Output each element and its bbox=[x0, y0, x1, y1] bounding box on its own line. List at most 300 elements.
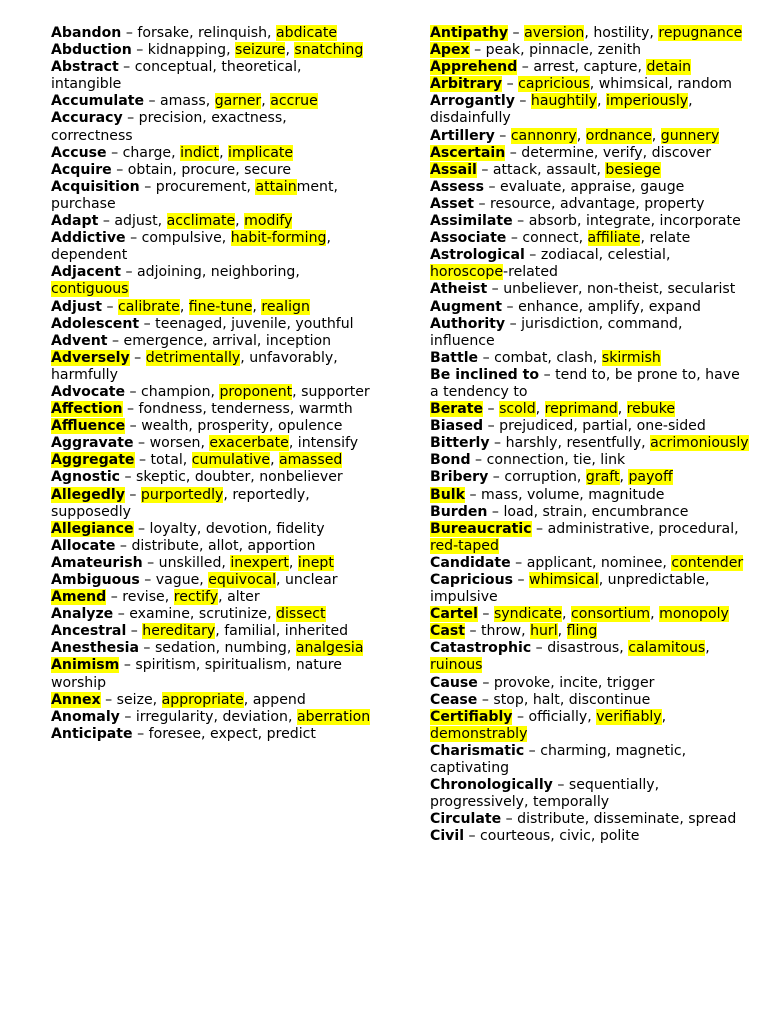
vocab-entry: Ambiguous – vague, equivocal, unclear bbox=[51, 572, 338, 588]
synonym: be prone to bbox=[614, 366, 697, 383]
vocab-term: Associate bbox=[430, 230, 507, 247]
term-separator: – bbox=[464, 828, 481, 845]
vocab-entry: Bitterly – harshly, resentfully, acrimoniously bbox=[430, 435, 749, 452]
synonym: inception bbox=[265, 332, 332, 349]
synonym: peak bbox=[485, 42, 521, 59]
synonym: purportedly bbox=[140, 486, 224, 503]
synonym: emergence bbox=[123, 332, 204, 349]
synonym: intangible bbox=[51, 76, 122, 93]
term-separator: – bbox=[464, 486, 481, 503]
vocab-term: Anomaly bbox=[51, 708, 120, 725]
vocabulary-column-left bbox=[51, 25, 371, 743]
vocab-entry: Candidate – applicant, nominee, contender bbox=[430, 554, 744, 571]
term-separator: – bbox=[552, 777, 569, 794]
synonym: fling bbox=[566, 623, 598, 640]
term-separator: – bbox=[478, 349, 495, 366]
vocab-entry: Abduction – kidnapping, seizure, snatching bbox=[51, 42, 364, 59]
synonym: administrative bbox=[547, 520, 650, 537]
synonym: champion bbox=[141, 383, 211, 400]
term-separator: – bbox=[107, 332, 124, 349]
synonym: total bbox=[150, 452, 183, 469]
synonym: capricious bbox=[518, 76, 590, 93]
synonym: incorporate bbox=[659, 213, 741, 230]
synonym: magnetic bbox=[615, 742, 682, 759]
term-separator: – bbox=[539, 366, 556, 383]
synonym: correctness bbox=[51, 127, 133, 144]
vocab-term: Annex bbox=[51, 691, 101, 708]
synonym: demonstrably bbox=[430, 725, 528, 742]
vocab-term: Allocate bbox=[51, 537, 116, 554]
synonym: relate bbox=[649, 230, 691, 247]
synonym: procurement bbox=[155, 178, 247, 195]
synonym: inexpert bbox=[230, 554, 289, 571]
term-separator: – bbox=[132, 725, 149, 742]
synonym: zodiacal bbox=[540, 247, 599, 264]
synonym: syndicate bbox=[493, 606, 563, 623]
vocab-term: Advent bbox=[51, 332, 108, 349]
synonym: analgesia bbox=[295, 640, 364, 657]
term-separator: – bbox=[505, 315, 522, 332]
synonym: disseminate bbox=[593, 811, 680, 828]
synonym: sequentially bbox=[568, 777, 655, 794]
synonym: absorb bbox=[528, 213, 577, 230]
term-separator: – bbox=[531, 520, 548, 537]
synonym: expect bbox=[210, 725, 258, 742]
vocab-entry: Advocate – champion, proponent, supporter bbox=[51, 383, 370, 400]
term-separator: – bbox=[113, 606, 130, 623]
vocab-term: Arrogantly bbox=[430, 93, 515, 110]
vocab-entry: Battle – combat, clash, skirmish bbox=[430, 349, 661, 366]
vocab-entry: Adapt – adjust, acclimate, modify bbox=[51, 213, 293, 230]
vocab-entry: Allocate – distribute, allot, apportion bbox=[51, 537, 316, 554]
term-separator: – bbox=[124, 486, 141, 503]
vocab-entry: Circulate – distribute, disseminate, spread bbox=[430, 811, 737, 828]
vocab-entry: Adolescent – teenaged, juvenile, youthful bbox=[51, 315, 354, 332]
vocab-term: Cast bbox=[430, 623, 465, 640]
synonym: impulsive bbox=[430, 589, 498, 606]
vocab-entry: Antipathy – aversion, hostility, repugnance bbox=[430, 25, 743, 41]
vocab-entry: Arbitrary – capricious, whimsical, random bbox=[430, 76, 733, 93]
synonym: have a tendency to bbox=[430, 366, 740, 400]
vocab-term: Analyze bbox=[51, 606, 114, 623]
vocab-entry: Apprehend – arrest, capture, detain bbox=[430, 59, 692, 76]
synonym: spread bbox=[688, 811, 737, 828]
synonym: exacerbate bbox=[209, 435, 289, 452]
synonym: resource bbox=[490, 195, 551, 212]
vocab-entry: Artillery – cannonry, ordnance, gunnery bbox=[430, 127, 720, 144]
synonym: aversion bbox=[524, 25, 585, 41]
term-separator: – bbox=[477, 674, 494, 691]
synonym: link bbox=[600, 452, 626, 469]
synonym: adjoining bbox=[137, 264, 202, 281]
synonym: discover bbox=[651, 144, 712, 161]
synonym: accrue bbox=[270, 93, 318, 110]
synonym: snatching bbox=[294, 42, 364, 59]
vocab-entry: Astrological – zodiacal, celestial, horoscope-related bbox=[430, 247, 671, 281]
synonym: discontinue bbox=[568, 691, 651, 708]
term-separator: – bbox=[133, 435, 150, 452]
term-separator: – bbox=[122, 110, 139, 127]
vocab-term: Cause bbox=[430, 674, 478, 691]
vocab-entry: Atheist – unbeliever, non-theist, secularist bbox=[430, 281, 736, 298]
vocab-entry: Cast – throw, hurl, fling bbox=[430, 623, 598, 640]
synonym: rectify bbox=[173, 589, 219, 606]
synonym: monopoly bbox=[659, 606, 729, 623]
synonym: warmth bbox=[298, 401, 353, 418]
vocab-term: Assimilate bbox=[430, 213, 513, 230]
vocab-entry: Bribery – corruption, graft, payoff bbox=[430, 469, 673, 486]
synonym: reportedly bbox=[232, 486, 306, 503]
synonym: harshly bbox=[505, 435, 558, 452]
synonym: opulence bbox=[277, 418, 343, 435]
synonym: partial bbox=[582, 418, 628, 435]
synonym: advantage bbox=[559, 195, 636, 212]
synonym: hostility bbox=[593, 25, 650, 41]
synonym: distribute bbox=[517, 811, 585, 828]
vocab-entry: Bulk – mass, volume, magnitude bbox=[430, 486, 665, 503]
term-separator: – bbox=[531, 640, 548, 657]
term-separator: – bbox=[469, 42, 486, 59]
synonym: nominee bbox=[600, 554, 663, 571]
vocab-term: Assess bbox=[430, 178, 485, 195]
synonym: connection bbox=[486, 452, 565, 469]
synonym: foresee bbox=[148, 725, 202, 742]
vocab-entry: Advent – emergence, arrival, inception bbox=[51, 332, 332, 349]
synonym: spiritualism bbox=[204, 657, 287, 674]
synonym: civic bbox=[559, 828, 591, 845]
synonym-rest-part: ment bbox=[296, 178, 334, 195]
synonym: tie bbox=[573, 452, 592, 469]
vocab-term: Assail bbox=[430, 161, 477, 178]
synonym: payoff bbox=[628, 469, 673, 486]
vocab-term: Amend bbox=[51, 589, 107, 606]
term-separator: – bbox=[464, 623, 481, 640]
synonym: inept bbox=[297, 554, 334, 571]
synonym: gauge bbox=[640, 178, 685, 195]
vocab-term: Bribery bbox=[430, 469, 489, 486]
term-separator: – bbox=[512, 213, 529, 230]
term-separator: – bbox=[115, 537, 132, 554]
synonym: celestial bbox=[607, 247, 666, 264]
vocab-entry: Bond – connection, tie, link bbox=[430, 452, 626, 469]
vocab-term: Affluence bbox=[51, 418, 126, 435]
vocab-term: Civil bbox=[430, 828, 465, 845]
synonym: resentfully bbox=[566, 435, 642, 452]
term-separator: – bbox=[125, 383, 142, 400]
synonym: charge bbox=[122, 144, 172, 161]
synonym: incite bbox=[559, 674, 598, 691]
vocab-term: Bond bbox=[430, 452, 471, 469]
term-separator: – bbox=[102, 298, 119, 315]
vocab-entry: Certifiably – officially, verifiably, demonstrably bbox=[430, 708, 667, 742]
synonym: youthful bbox=[295, 315, 354, 332]
term-separator: – bbox=[524, 247, 541, 264]
vocab-term: Biased bbox=[430, 418, 484, 435]
synonym: familial bbox=[224, 623, 276, 640]
term-separator: – bbox=[121, 25, 138, 41]
synonym: zenith bbox=[597, 42, 642, 59]
synonym: compulsive bbox=[141, 230, 222, 247]
vocab-entry: Allegedly – purportedly, reportedly, supposedly bbox=[51, 486, 310, 520]
vocab-term: Cease bbox=[430, 691, 478, 708]
synonym: prejudiced bbox=[499, 418, 574, 435]
synonym: skeptic bbox=[136, 469, 186, 486]
term-separator: – bbox=[489, 435, 506, 452]
vocab-term: Apex bbox=[430, 42, 470, 59]
synonym: unbeliever bbox=[503, 281, 579, 298]
synonym: seize bbox=[116, 691, 153, 708]
term-separator: – bbox=[470, 452, 487, 469]
synonym: spiritism bbox=[135, 657, 196, 674]
synonym: gunnery bbox=[660, 127, 720, 144]
synonym: wealth bbox=[141, 418, 189, 435]
vocab-entry: Adjacent – adjoining, neighboring, contiguous bbox=[51, 264, 300, 298]
vocab-entry: Catastrophic – disastrous, calamitous, ruinous bbox=[430, 640, 710, 674]
vocab-term: Adversely bbox=[51, 349, 130, 366]
synonym: determine bbox=[521, 144, 594, 161]
vocab-term: Advocate bbox=[51, 383, 126, 400]
synonym: teenaged bbox=[155, 315, 223, 332]
term-separator: – bbox=[126, 623, 143, 640]
vocab-term: Animism bbox=[51, 657, 120, 674]
synonym: disastrous bbox=[547, 640, 620, 657]
term-separator: – bbox=[512, 708, 529, 725]
term-separator: – bbox=[487, 281, 504, 298]
vocab-entry: Acquisition – procurement, attainment, purchase bbox=[51, 178, 338, 212]
synonym bbox=[430, 264, 558, 280]
synonym: obtain bbox=[127, 161, 173, 178]
vocab-entry: Arrogantly – haughtily, imperiously, disdainfully bbox=[430, 93, 693, 127]
synonym: vague bbox=[155, 572, 200, 588]
synonym: conceptual bbox=[134, 59, 213, 76]
synonym: graft bbox=[585, 469, 620, 486]
term-separator: – bbox=[514, 93, 531, 110]
synonym: verify bbox=[602, 144, 643, 161]
vocab-term: Acquire bbox=[51, 161, 112, 178]
synonym: imperiously bbox=[605, 93, 689, 110]
vocab-term: Ambiguous bbox=[51, 572, 140, 588]
vocab-entry: Cartel – syndicate, consortium, monopoly bbox=[430, 606, 729, 623]
term-separator: – bbox=[502, 76, 519, 93]
synonym: calibrate bbox=[118, 298, 180, 315]
vocab-term: Authority bbox=[430, 315, 506, 332]
synonym: precision bbox=[138, 110, 203, 127]
synonym: random bbox=[677, 76, 733, 93]
synonym: volume bbox=[527, 486, 580, 503]
vocab-term: Antipathy bbox=[430, 25, 509, 41]
synonym: dissect bbox=[276, 606, 326, 623]
synonym: theoretical bbox=[221, 59, 298, 76]
vocab-entry: Be inclined to – tend to, be prone to, have a tendency to bbox=[430, 366, 740, 400]
synonym: besiege bbox=[605, 161, 661, 178]
term-separator: – bbox=[134, 452, 151, 469]
vocab-term: Burden bbox=[430, 503, 488, 520]
vocab-entry: Affluence – wealth, prosperity, opulence bbox=[51, 418, 343, 435]
vocab-term: Agnostic bbox=[51, 469, 121, 486]
synonym: kidnapping bbox=[147, 42, 227, 59]
synonym: cannonry bbox=[510, 127, 577, 144]
synonym: repugnance bbox=[658, 25, 743, 41]
term-separator: – bbox=[138, 640, 155, 657]
vocab-entry: Allegiance – loyalty, devotion, fidelity bbox=[51, 520, 325, 537]
synonym: evaluate bbox=[500, 178, 562, 195]
vocab-entry: Assimilate – absorb, integrate, incorporate bbox=[430, 213, 741, 230]
synonym: arrest bbox=[533, 59, 575, 76]
synonym: trigger bbox=[606, 674, 655, 691]
synonym: calamitous bbox=[628, 640, 706, 657]
synonym: unpredictable bbox=[607, 572, 705, 588]
term-separator: – bbox=[122, 401, 139, 418]
term-separator: – bbox=[133, 520, 150, 537]
term-separator: – bbox=[131, 42, 148, 59]
synonym: append bbox=[252, 691, 306, 708]
synonym: exactness bbox=[211, 110, 283, 127]
vocab-term: Be inclined to bbox=[430, 366, 540, 383]
synonym: distribute bbox=[131, 537, 199, 554]
term-separator: – bbox=[517, 59, 534, 76]
synonym: inherited bbox=[284, 623, 349, 640]
vocab-entry: Cause – provoke, incite, trigger bbox=[430, 674, 655, 691]
synonym: realign bbox=[261, 298, 310, 315]
synonym: one-sided bbox=[636, 418, 706, 435]
term-separator: – bbox=[139, 572, 156, 588]
synonym: secure bbox=[244, 161, 292, 178]
term-separator: – bbox=[510, 554, 527, 571]
synonym: affiliate bbox=[587, 230, 641, 247]
vocab-term: Astrological bbox=[430, 247, 525, 264]
vocab-entry: Bureaucratic – administrative, procedural, red-taped bbox=[430, 520, 739, 554]
synonym: sedation bbox=[154, 640, 216, 657]
term-separator: – bbox=[119, 708, 136, 725]
vocab-entry: Augment – enhance, amplify, expand bbox=[430, 298, 701, 315]
synonym: dependent bbox=[51, 247, 128, 264]
term-separator: – bbox=[487, 503, 504, 520]
synonym: stop bbox=[493, 691, 524, 708]
vocab-term: Ancestral bbox=[51, 623, 127, 640]
synonym: appraise bbox=[570, 178, 632, 195]
synonym: scrutinize bbox=[198, 606, 268, 623]
synonym: officially bbox=[528, 708, 588, 725]
vocab-entry: Abstract – conceptual, theoretical, intangible bbox=[51, 59, 302, 93]
synonym: aberration bbox=[296, 708, 371, 725]
vocab-term: Affection bbox=[51, 401, 123, 418]
synonym: doubter bbox=[194, 469, 251, 486]
vocab-entry: Annex – seize, appropriate, append bbox=[51, 691, 306, 708]
term-separator: – bbox=[506, 230, 523, 247]
synonym: nonbeliever bbox=[259, 469, 343, 486]
term-separator: – bbox=[473, 195, 490, 212]
synonym: halt bbox=[532, 691, 560, 708]
vocab-term: Allegiance bbox=[51, 520, 134, 537]
synonym: red-taped bbox=[430, 537, 499, 554]
synonym: prosperity bbox=[197, 418, 269, 435]
vocab-entry: Addictive – compulsive, habit-forming, dependent bbox=[51, 230, 331, 264]
vocab-term: Atheist bbox=[430, 281, 488, 298]
vocab-entry: Amateurish – unskilled, inexpert, inept bbox=[51, 554, 334, 571]
vocab-term: Catastrophic bbox=[430, 640, 532, 657]
synonym-highlighted-part: horoscope bbox=[430, 264, 503, 281]
synonym: contiguous bbox=[51, 281, 129, 298]
vocab-entry: Biased – prejudiced, partial, one-sided bbox=[430, 418, 706, 435]
term-separator: – bbox=[139, 315, 156, 332]
vocab-term: Bulk bbox=[430, 486, 465, 503]
synonym: indict bbox=[180, 144, 220, 161]
term-separator: – bbox=[106, 589, 123, 606]
term-separator: – bbox=[483, 418, 500, 435]
synonym: haughtily bbox=[530, 93, 597, 110]
synonym: contender bbox=[671, 554, 744, 571]
synonym: tenderness bbox=[211, 401, 290, 418]
term-separator: – bbox=[139, 178, 156, 195]
vocab-entry: Adjust – calibrate, fine-tune, realign bbox=[51, 298, 310, 315]
vocab-term: Asset bbox=[430, 195, 474, 212]
synonym: encumbrance bbox=[591, 503, 689, 520]
synonym: fine-tune bbox=[188, 298, 253, 315]
synonym: whimsical bbox=[598, 76, 669, 93]
synonym: seizure bbox=[235, 42, 286, 59]
synonym: forsake bbox=[137, 25, 190, 41]
term-separator: – bbox=[524, 742, 541, 759]
synonym: procedural bbox=[658, 520, 735, 537]
vocab-term: Berate bbox=[430, 401, 484, 418]
synonym: cumulative bbox=[191, 452, 271, 469]
synonym: throw bbox=[481, 623, 522, 640]
synonym: predict bbox=[266, 725, 316, 742]
synonym: rebuke bbox=[626, 401, 676, 418]
synonym: verifiably bbox=[596, 708, 662, 725]
synonym: jurisdiction bbox=[521, 315, 599, 332]
synonym: allot bbox=[207, 537, 239, 554]
vocab-term: Accuracy bbox=[51, 110, 123, 127]
vocab-entry: Accumulate – amass, garner, accrue bbox=[51, 93, 318, 110]
vocab-entry: Ascertain – determine, verify, discover bbox=[430, 144, 712, 161]
synonym: command bbox=[607, 315, 678, 332]
term-separator: – bbox=[513, 572, 530, 588]
synonym: habit-forming bbox=[230, 230, 327, 247]
vocab-entry: Aggregate – total, cumulative, amassed bbox=[51, 452, 343, 469]
vocab-entry: Accuse – charge, indict, implicate bbox=[51, 144, 294, 161]
vocab-term: Adapt bbox=[51, 213, 99, 230]
synonym: property bbox=[644, 195, 705, 212]
term-separator: – bbox=[129, 349, 146, 366]
vocab-term: Aggregate bbox=[51, 452, 135, 469]
vocab-term: Bitterly bbox=[430, 435, 490, 452]
vocab-entry: Capricious – whimsical, unpredictable, impulsive bbox=[430, 572, 710, 606]
synonym: consortium bbox=[570, 606, 651, 623]
term-separator: – bbox=[111, 161, 128, 178]
synonym: courteous bbox=[480, 828, 551, 845]
synonym: acclimate bbox=[166, 213, 236, 230]
synonym: temporally bbox=[533, 794, 610, 811]
term-separator: – bbox=[488, 469, 505, 486]
synonym: amassed bbox=[279, 452, 343, 469]
vocab-term: Cartel bbox=[430, 606, 478, 623]
synonym: adjust bbox=[114, 213, 158, 230]
synonym: devotion bbox=[205, 520, 268, 537]
synonym: enhance bbox=[518, 298, 579, 315]
vocab-entry: Abandon – forsake, relinquish, abdicate bbox=[51, 25, 338, 41]
synonym: non-theist bbox=[586, 281, 659, 298]
synonym: amplify bbox=[587, 298, 640, 315]
term-separator: – bbox=[121, 264, 138, 281]
vocab-entry: Charismatic – charming, magnetic, captivating bbox=[430, 742, 687, 777]
synonym: supporter bbox=[301, 383, 370, 400]
synonym: unfavorably bbox=[249, 349, 334, 366]
synonym: alter bbox=[227, 589, 260, 606]
synonym: juvenile bbox=[231, 315, 287, 332]
synonym: ruinous bbox=[430, 657, 483, 674]
synonym: magnitude bbox=[588, 486, 665, 503]
